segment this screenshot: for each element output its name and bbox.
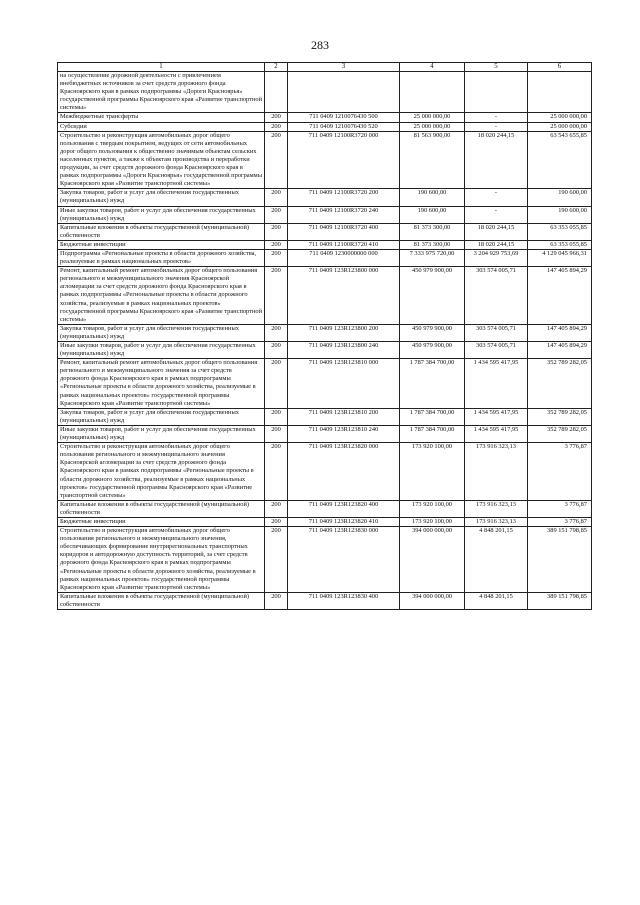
table-body [58,72,592,610]
row-name-cell: Капитальные вложения в объекты государственной (муниципальной) собственности [58,592,265,609]
row-code-cell: 200 [265,527,288,593]
row-plan-cell [400,72,465,113]
row-rest-cell: 147 405 894,29 [528,342,592,359]
row-plan-cell: 173 920 100,00 [400,517,465,526]
row-rest-cell [528,72,592,113]
row-name-cell: Закупка товаров, работ и услуг для обеспечения государственных (муниципальных) нужд [58,189,265,206]
row-plan-cell: 25 000 000,00 [400,113,465,122]
row-rest-cell: 352 789 282,05 [528,425,592,442]
row-kbk-cell: 711 0409 123R123830 400 [288,592,400,609]
row-code-cell: 200 [265,500,288,517]
row-rest-cell: 190 600,00 [528,189,592,206]
column-header: 4 [400,63,465,72]
row-plan-cell: 394 000 000,00 [400,592,465,609]
row-code-cell: 200 [265,131,288,189]
row-kbk-cell: 711 0409 12100R3720 400 [288,223,400,240]
row-plan-cell: 81 563 900,00 [400,131,465,189]
row-kbk-cell: 711 0409 123R123830 000 [288,527,400,593]
row-name-cell: Капитальные вложения в объекты государственной (муниципальной) собственности [58,223,265,240]
row-kbk-cell: 711 0409 123R123820 410 [288,517,400,526]
budget-table [57,62,592,610]
column-header: 6 [528,63,592,72]
row-code-cell: 200 [265,408,288,425]
row-code-cell: 200 [265,359,288,409]
row-kbk-cell: 711 0409 12100R3720 200 [288,189,400,206]
row-exec-cell: 4 848 201,15 [465,592,528,609]
row-exec-cell: - [465,206,528,223]
row-exec-cell: 1 434 595 417,95 [465,408,528,425]
row-plan-cell: 81 373 300,00 [400,240,465,249]
table-row [58,113,592,122]
row-rest-cell: 63 353 055,85 [528,223,592,240]
row-name-cell: Иные закупки товаров, работ и услуг для обеспечения государственных (муниципальных) нужд [58,342,265,359]
row-kbk-cell: 711 0409 1230000000 000 [288,249,400,266]
row-name-cell: Субсидии [58,122,265,131]
row-exec-cell [465,72,528,113]
table-row [58,425,592,442]
table-row [58,359,592,409]
row-exec-cell: 303 574 005,71 [465,267,528,325]
column-header: 1 [58,63,265,72]
row-plan-cell: 173 920 100,00 [400,443,465,501]
row-kbk-cell: 711 0409 123R123810 240 [288,425,400,442]
row-code-cell: 200 [265,443,288,501]
row-name-cell: на осуществление дорожной деятельности с привлечением внебюджетных источников за счет средств дорожного фонда Красноярского края в рамках подпрограммы «Дороги Красноярья» государственной программы Красноярского края «Развитие транспортной системы» [58,72,265,113]
table-row [58,206,592,223]
column-header: 5 [465,63,528,72]
row-kbk-cell: 711 0409 123R123810 200 [288,408,400,425]
row-exec-cell: 173 916 323,13 [465,517,528,526]
row-code-cell: 200 [265,267,288,325]
row-code-cell: 200 [265,122,288,131]
row-exec-cell: 303 574 005,71 [465,342,528,359]
row-rest-cell: 3 776,87 [528,443,592,501]
row-kbk-cell: 711 0409 12100R3720 240 [288,206,400,223]
row-rest-cell: 3 776,87 [528,500,592,517]
row-rest-cell: 147 405 894,29 [528,324,592,341]
row-name-cell: Иные закупки товаров, работ и услуг для обеспечения государственных (муниципальных) нужд [58,206,265,223]
row-exec-cell: 18 020 244,15 [465,240,528,249]
row-rest-cell: 25 000 000,00 [528,122,592,131]
row-exec-cell: 1 434 595 417,95 [465,359,528,409]
table-row [58,249,592,266]
row-exec-cell: 18 020 244,15 [465,223,528,240]
row-exec-cell: - [465,113,528,122]
row-rest-cell: 4 129 045 966,31 [528,249,592,266]
row-code-cell: 200 [265,223,288,240]
row-name-cell: Ремонт, капитальный ремонт автомобильных дорог общего пользования регионального и межмуниципального значения за счет средств дорожного фонда Красноярского края в рамках подпрограммы «Региональные проекты в области дорожного хозяйства, реализуемые в рамках национальных проектов» государственной программы Красноярского края «Развитие транспортной системы» [58,359,265,409]
column-header: 2 [265,63,288,72]
row-exec-cell: - [465,189,528,206]
table-row [58,592,592,609]
table-row [58,527,592,593]
row-kbk-cell [288,72,400,113]
row-exec-cell: 173 916 323,13 [465,500,528,517]
table-row [58,189,592,206]
row-name-cell: Строительство и реконструкция автомобильных дорог общего пользования с твердым покрытием, ведущих от сети автомобильных дорог общего пользования к общественно значимым объектам сельских населенных пунктов, а также к объектам производства и переработки продукции, за счет средств дорожного фонда Красноярского края в рамках подпрограммы «Дороги Красноярья» государственной программы Красноярского края «Развитие транспортной системы» [58,131,265,189]
row-name-cell: Подпрограмма «Региональные проекты в области дорожного хозяйства, реализуемые в рамках национальных проектов» [58,249,265,266]
row-kbk-cell: 711 0409 12100R3720 410 [288,240,400,249]
page-number: 283 [311,38,329,52]
row-name-cell: Межбюджетные трансферты [58,113,265,122]
table-row [58,443,592,501]
row-rest-cell: 63 543 655,85 [528,131,592,189]
table-row [58,408,592,425]
row-plan-cell: 394 000 000,00 [400,527,465,593]
row-rest-cell: 25 000 000,00 [528,113,592,122]
row-plan-cell: 1 787 384 700,00 [400,408,465,425]
row-code-cell: 200 [265,206,288,223]
row-code-cell: 200 [265,189,288,206]
row-kbk-cell: 711 0409 12100R3720 000 [288,131,400,189]
row-code-cell: 200 [265,249,288,266]
row-kbk-cell: 711 0409 123R123820 400 [288,500,400,517]
row-exec-cell: 18 020 244,15 [465,131,528,189]
row-plan-cell: 190 600,00 [400,189,465,206]
row-name-cell: Закупка товаров, работ и услуг для обеспечения государственных (муниципальных) нужд [58,324,265,341]
row-kbk-cell: 711 0409 1210076430 500 [288,113,400,122]
table-row [58,500,592,517]
table-row [58,267,592,325]
row-exec-cell: - [465,122,528,131]
row-rest-cell: 147 405 894,29 [528,267,592,325]
table-row [58,72,592,113]
row-plan-cell: 450 979 900,00 [400,267,465,325]
row-name-cell: Капитальные вложения в объекты государственной (муниципальной) собственности [58,500,265,517]
row-kbk-cell: 711 0409 123R123800 200 [288,324,400,341]
row-code-cell: 200 [265,324,288,341]
row-kbk-cell: 711 0409 123R123800 240 [288,342,400,359]
row-name-cell: Бюджетные инвестиции [58,517,265,526]
row-name-cell: Строительство и реконструкция автомобильных дорог общего пользования регионального и межмуниципального значения Красноярской агломерации за счет средств дорожного фонда Красноярского края в рамках подпрограммы «Региональные проекты в области дорожного хозяйства, реализуемые в рамках национальных проектов» государственной программы Красноярского края «Развитие транспортной системы» [58,443,265,501]
table-row [58,131,592,189]
row-plan-cell: 25 000 000,00 [400,122,465,131]
row-plan-cell: 7 333 975 720,00 [400,249,465,266]
row-plan-cell: 1 787 384 700,00 [400,425,465,442]
table-row [58,517,592,526]
row-exec-cell: 303 574 005,71 [465,324,528,341]
table-row [58,324,592,341]
row-name-cell: Бюджетные инвестиции [58,240,265,249]
row-kbk-cell: 711 0409 1210076430 520 [288,122,400,131]
table-header-row [58,63,592,72]
row-rest-cell: 190 600,00 [528,206,592,223]
row-code-cell: 200 [265,342,288,359]
row-code-cell: 200 [265,592,288,609]
row-name-cell: Строительство и реконструкция автомобильных дорог общего пользования регионального и межмуниципального значения, обеспечивающих формирование внутрирегиональных транспортных коридоров и автодорожную доступность территорий, за счет средств дорожного фонда Красноярского края в рамках подпрограммы «Региональные проекты в области дорожного хозяйства, реализуемые в рамках национальных проектов» государственной программы Красноярского края «Развитие транспортной системы» [58,527,265,593]
row-rest-cell: 352 789 282,05 [528,408,592,425]
row-name-cell: Ремонт, капитальный ремонт автомобильных дорог общего пользования регионального и межмуниципального значения Красноярской агломерации за счет средств дорожного фонда Красноярского края в рамках подпрограммы «Региональные проекты в области дорожного хозяйства, реализуемые в рамках национальных проектов» государственной программы Красноярского края «Развитие транспортной системы» [58,267,265,325]
row-code-cell: 200 [265,425,288,442]
row-name-cell: Закупка товаров, работ и услуг для обеспечения государственных (муниципальных) нужд [58,408,265,425]
row-plan-cell: 450 979 900,00 [400,324,465,341]
row-exec-cell: 3 204 929 753,69 [465,249,528,266]
row-kbk-cell: 711 0409 123R123810 000 [288,359,400,409]
row-name-cell: Иные закупки товаров, работ и услуг для обеспечения государственных (муниципальных) нужд [58,425,265,442]
row-code-cell [265,72,288,113]
row-rest-cell: 63 353 055,85 [528,240,592,249]
row-exec-cell: 173 916 323,13 [465,443,528,501]
table-row [58,342,592,359]
row-plan-cell: 190 600,00 [400,206,465,223]
row-rest-cell: 352 789 282,05 [528,359,592,409]
table-row [58,223,592,240]
row-kbk-cell: 711 0409 123R123820 000 [288,443,400,501]
row-plan-cell: 1 787 384 700,00 [400,359,465,409]
row-exec-cell: 1 434 595 417,95 [465,425,528,442]
row-plan-cell: 173 920 100,00 [400,500,465,517]
row-code-cell: 200 [265,517,288,526]
table-row [58,122,592,131]
column-header: 3 [288,63,400,72]
table-row [58,240,592,249]
row-exec-cell: 4 848 201,15 [465,527,528,593]
row-plan-cell: 450 979 900,00 [400,342,465,359]
row-code-cell: 200 [265,113,288,122]
row-code-cell: 200 [265,240,288,249]
row-plan-cell: 81 373 300,00 [400,223,465,240]
row-rest-cell: 389 151 798,85 [528,592,592,609]
row-rest-cell: 3 776,87 [528,517,592,526]
row-kbk-cell: 711 0409 123R123800 000 [288,267,400,325]
row-rest-cell: 389 151 798,85 [528,527,592,593]
